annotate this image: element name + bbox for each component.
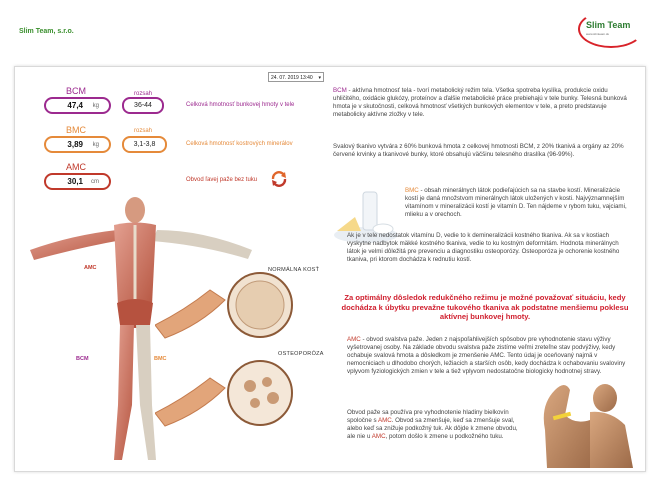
bmc-arrow-label: BMC: [154, 356, 167, 362]
bmc-term: BMC: [405, 187, 419, 194]
date-select[interactable]: [268, 72, 324, 82]
normal-bone-label: NORMÁLNA KOSŤ: [268, 267, 320, 273]
amc-value-pill: [44, 173, 111, 190]
amc-arrow-label: AMC: [84, 265, 97, 271]
bcm-unit: kg: [92, 103, 99, 109]
bcm-value: 47,4: [67, 101, 83, 110]
bmc-paragraph-1: [405, 187, 633, 219]
amc-unit: cm: [91, 179, 99, 185]
bmc-range: 3,1-3,8: [122, 136, 167, 153]
chevron-down-icon[interactable]: ▾: [318, 75, 321, 81]
bmc-value: 3,89: [67, 140, 83, 149]
amc-p2-part-a: Obvod paže sa používa pre vyhodnotenie hladiny bielkovín spoločne s: [347, 409, 509, 424]
red-statement: Za optimálny dôsledok redukčného režimu je možné považovať situáciu, kedy dochádza k úbytku prevažne tukového tkaniva ak podstatne menšiemu poklesu aktívnej bunkovej hmoty.: [341, 293, 629, 321]
slim-team-logo: [578, 10, 648, 50]
date-value: 24. 07. 2019 13:40: [271, 75, 313, 81]
amc-paragraph-2: [347, 409, 527, 441]
amc-description: Obvod ľavej paže bez tuku: [186, 177, 258, 183]
bmc-text: - obsah minerálnych látok podieľajúcich sa na stavbe kostí. Mineralizácie kostí je daná množstvom minerálnych látok uložených v kosti. Najvýznamnejším vitamínom v mineralizácii kostí je vitamín D. Ten nájdeme v rybom tuku, vajciami, mlieku a v orechoch.: [405, 187, 627, 218]
bcm-arrow-label: BCM: [76, 356, 89, 362]
logo-text: Slim Team: [586, 20, 631, 30]
bcm-description: Celková hmotnosť bunkovej hmoty v tele: [186, 102, 295, 108]
osteoporosis-label: OSTEOPORÓZA: [278, 351, 324, 357]
bcm-value-pill: [44, 97, 111, 114]
bmc-value-pill: [44, 136, 111, 153]
man-flexing-arm-image: [535, 370, 635, 468]
bcm-term: BCM: [333, 87, 347, 94]
refresh-arrows-icon: [270, 170, 288, 188]
bmc-range-header: rozsah: [134, 128, 153, 134]
normal-bone-illustration: [155, 270, 320, 340]
bmc-paragraph-2: Ak je v tele nedostatok vitamínu D, vedie to k demineralizácii kostného tkaniva. Ak sa v kostiach vyskytne nadbytok mäkké kostného tkaniva, vedie to ku kostným deformitám. Hodnota minerálnych látok je velmi dôležitá pre prevenciu a diagnostiku osteoporózy. Osteoporóza je ochorenie kostného tkaniva, pri ktorom dochádza k rednutiu kostí.: [347, 232, 620, 263]
amc-p2-term-1: AMC: [377, 417, 392, 424]
amc-text: - obvod svalstva paže. Jeden z najspoľahlivejších spôsobov pre vyhodnotenie stavu výživy vyšetrovanej osoby. Na základe obvodu svalstva paže zistíme veľmi zreteľne stav podvýživy, kedy ochabuje svalová hmota a dôsledkom je zmenšenie AMC. Tento údaj je oceňovaný najmä v nemocniciach u dlhodobo chorých, ležiacich a starších osôb, kedy dochádza k ochabovaniu svaloviny vplyvom fyziologických zmien v tele a tiež vplyvom nedostatočne biologicky hodnotnej stravy.: [347, 336, 626, 375]
amc-p2-term-2: AMC: [371, 433, 386, 440]
amc-value: 30,1: [67, 177, 83, 186]
amc-p2-part-e: , potom došlo k zmene u podkožného tuku.: [385, 433, 504, 440]
logo-subtext: www.slimteam.sk: [586, 32, 610, 36]
bmc-description: Celková hmotnosť kostrových minerálov: [186, 141, 293, 147]
bcm-range-header: rozsah: [134, 91, 153, 97]
bcm-paragraph-2: Svalový tkanivo vytvára z 60% bunková hmota z celkovej hmotnosti BCM, z 20% tkanivá a orgány az 20% červené krvinky a tkanivové bunky, ktoré obsahujú väčšinu telesného draslíka (96-99%).: [333, 143, 624, 158]
company-name: Slim Team, s.r.o.: [19, 28, 74, 35]
bcm-range: 36-44: [122, 97, 164, 114]
osteoporosis-bone-illustration: [155, 358, 320, 428]
amc-term: AMC: [347, 336, 361, 343]
bcm-text: - aktívna hmotnosť tela - tvorí metabolický režim tela. Všetka spotreba kyslíka, produkcie oxidu uhličitého, oxidácie glukózy, proteínov a ďalšie metabolické práce prebiehajú v tele bunky. Telesná bunková hmota je v skutočnosti, celková hmotnosť všetkých bunkových elementov v tele, a preto predstavuje metabolicky aktívne zložky v tele.: [333, 87, 627, 118]
bmc-label: BMC: [66, 125, 86, 135]
bmc-unit: kg: [92, 142, 99, 148]
bcm-label: BCM: [66, 86, 86, 96]
bcm-paragraph-1: [333, 87, 633, 119]
amc-label: AMC: [66, 162, 86, 172]
amc-p2-part-c: . Obvod sa zmenšuje, keď sa zmenšuje sval, alebo keď sa znižuje podkožný tuk. Ak dôjde k zmene obvodu, ale nie u: [347, 417, 518, 440]
